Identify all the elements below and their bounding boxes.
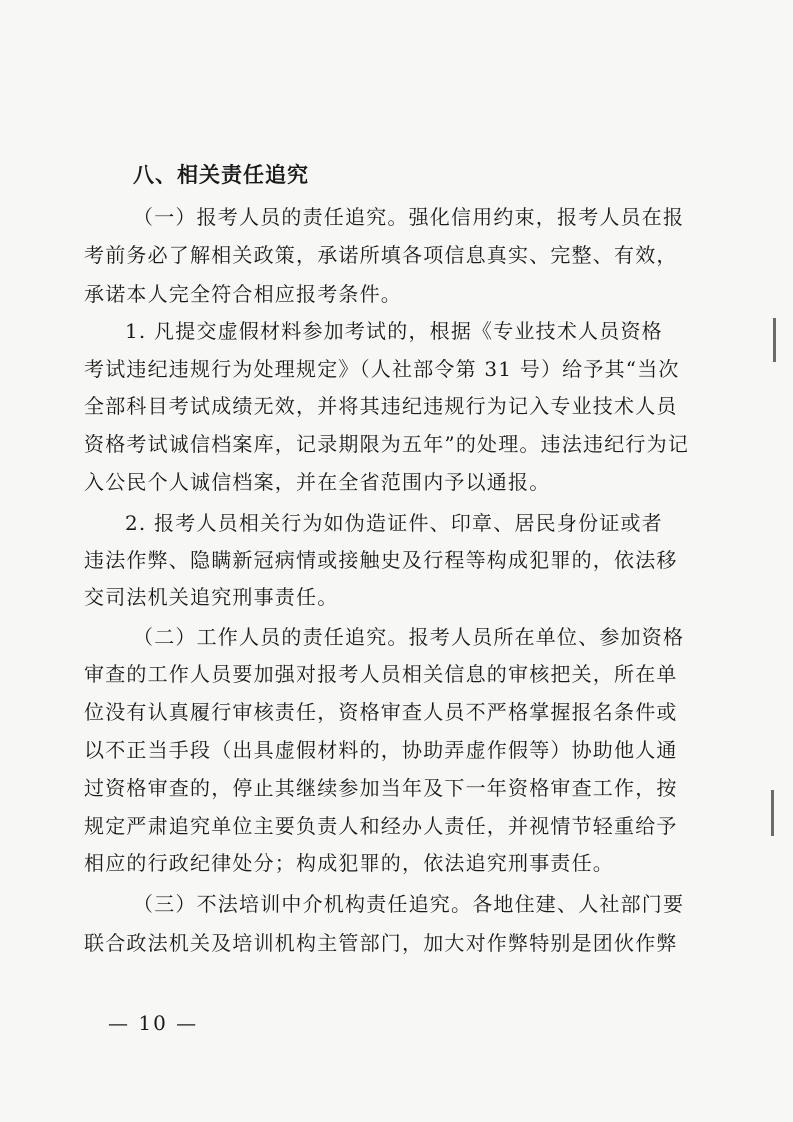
body-line: 1. 凡提交虚假材料参加考试的，根据《专业技术人员资格 bbox=[125, 319, 663, 343]
body-line: 承诺本人完全符合相应报考条件。 bbox=[84, 282, 402, 306]
body-line: 规定严肃追究单位主要负责人和经办人责任，并视情节轻重给予 bbox=[84, 814, 678, 838]
section-heading: 八、相关责任追究 bbox=[133, 163, 309, 187]
body-line: 违法作弊、隐瞒新冠病情或接触史及行程等构成犯罪的，依法移 bbox=[84, 548, 678, 572]
body-line: 相应的行政纪律处分；构成犯罪的，依法追究刑事责任。 bbox=[84, 851, 614, 875]
binding-mark bbox=[771, 790, 774, 836]
body-line: 入公民个人诚信档案，并在全省范围内予以通报。 bbox=[84, 470, 551, 494]
body-line: 审查的工作人员要加强对报考人员相关信息的审核把关，所在单 bbox=[84, 662, 678, 686]
body-line: 交司法机关追究刑事责任。 bbox=[84, 585, 339, 609]
body-line: （二）工作人员的责任追究。报考人员所在单位、参加资格 bbox=[133, 625, 685, 649]
page-number: — 10 — bbox=[108, 1011, 199, 1035]
body-line: 考前务必了解相关政策，承诺所填各项信息真实、完整、有效， bbox=[84, 243, 678, 267]
body-line: 考试违纪违规行为处理规定》（人社部令第 31 号）给予其“当次 bbox=[84, 357, 680, 381]
binding-mark bbox=[773, 318, 776, 362]
body-line: 位没有认真履行审核责任，资格审查人员不严格掌握报名条件或 bbox=[84, 700, 678, 724]
body-line: 全部科目考试成绩无效，并将其违纪违规行为记入专业技术人员 bbox=[84, 394, 678, 418]
body-line: 2. 报考人员相关行为如伪造证件、印章、居民身份证或者 bbox=[125, 511, 663, 535]
body-line: 以不正当手段（出具虚假材料的，协助弄虚作假等）协助他人通 bbox=[84, 738, 678, 762]
body-line: 联合政法机关及培训机构主管部门，加大对作弊特别是团伙作弊 bbox=[84, 931, 678, 955]
body-line: 资格考试诚信档案库，记录期限为五年”的处理。违法违纪行为记 bbox=[84, 432, 690, 456]
body-line: （一）报考人员的责任追究。强化信用约束，报考人员在报 bbox=[133, 205, 685, 229]
body-line: 过资格审查的，停止其继续参加当年及下一年资格审查工作，按 bbox=[84, 776, 678, 800]
body-line: （三）不法培训中介机构责任追究。各地住建、人社部门要 bbox=[133, 892, 685, 916]
